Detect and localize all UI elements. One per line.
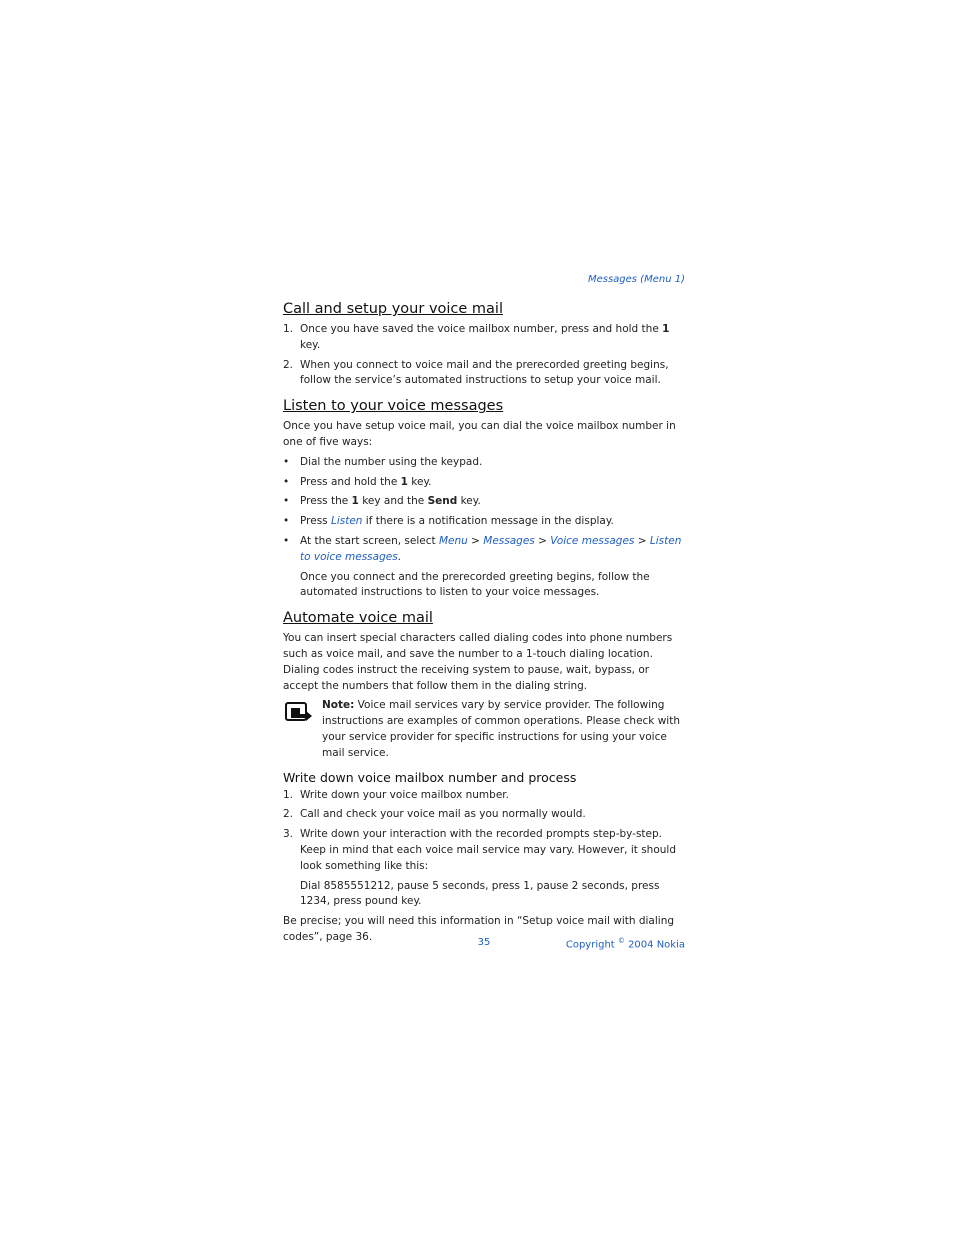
list-item: • Press and hold the 1 key. (283, 475, 687, 491)
section-call-setup (283, 300, 687, 389)
list-item: • Press Listen if there is a notification message in the display. (283, 514, 687, 530)
list-item: • Press the 1 key and the Send key. (283, 494, 687, 510)
write-down-steps (283, 788, 687, 875)
list-item: • At the start screen, select Menu > Messages > Voice messages > Listen to voice messages. (283, 534, 682, 563)
section-automate (283, 609, 687, 761)
menu-link[interactable]: Menu (438, 534, 468, 547)
section-title-write-down: Write down voice mailbox number and process (283, 769, 577, 785)
running-head: Messages (Menu 1) (587, 274, 685, 285)
section-title-listen: Listen to your voice messages (283, 398, 504, 415)
copyright: Copyright © 2004 Nokia (565, 937, 685, 951)
bullet-icon: • (283, 534, 290, 547)
bullet-icon: • (283, 495, 290, 508)
step-number: 2. (283, 808, 294, 821)
page-number: 35 (477, 937, 491, 948)
call-setup-steps (283, 322, 687, 389)
note-box (283, 698, 687, 761)
note-hand-icon (285, 702, 313, 722)
copyright-symbol: © (617, 937, 625, 945)
listen-followup: Once you connect and the prerecorded greeting begins, follow the automated instructions to listen to your voice messages. (300, 570, 650, 599)
section-title-automate: Automate voice mail (283, 610, 433, 627)
page-content (283, 300, 687, 950)
list-item: • Dial the number using the keypad. (283, 455, 687, 471)
section-title-call-setup: Call and setup your voice mail (283, 301, 503, 317)
section-listen (283, 397, 687, 601)
automate-intro: You can insert special characters called dialing codes into phone numbers such as voice mail, and save the number to a 1-touch dialing location. Dialing codes instruct the receiving system to pause, wait, bypass, or accept the numbers that follow them in the dialing string. (283, 632, 673, 692)
step-number: 3. (283, 828, 294, 841)
closing-text: Be precise; you will need this information in “Setup voice mail with dialing codes”, page 36. (283, 915, 675, 943)
messages-link[interactable]: Messages (483, 534, 535, 547)
bullet-icon: • (283, 515, 290, 528)
list-item: 2. Call and check your voice mail as you normally would. (283, 807, 687, 823)
bullet-icon: • (283, 475, 290, 488)
listen-intro: Once you have setup voice mail, you can dial the voice mailbox number in one of five ways: (283, 420, 676, 448)
listen-ways-list (283, 455, 687, 566)
list-item: 2. When you connect to voice mail and the prerecorded greeting begins, follow the service’s automated instructions to setup your voice mail. (283, 358, 669, 387)
step-number: 1. (283, 788, 294, 801)
dialing-example: Dial 8585551212, pause 5 seconds, press 1, pause 2 seconds, press 1234, press pound key. (300, 879, 660, 908)
note-label: Note: (322, 699, 355, 712)
voice-messages-link[interactable]: Voice messages (550, 534, 635, 547)
list-item: 1. Once you have saved the voice mailbox number, press and hold the 1 key. (283, 323, 670, 351)
step-number: 2. (283, 358, 294, 371)
note-text: Voice mail services vary by service provider. The following instructions are examples of common operations. Please check with your service provider for specific instructions for using your voice mail service. (322, 699, 680, 759)
listen-to-voice-messages-link[interactable]: Listen to voice messages (300, 534, 682, 563)
step-number: 1. (283, 323, 294, 335)
bullet-icon: • (283, 455, 290, 468)
list-item: 1. Write down your voice mailbox number. (283, 788, 687, 804)
list-item: 3. Write down your interaction with the recorded prompts step-by-step. Keep in mind that each voice mail service may vary. However, it should look something like this: (283, 828, 676, 872)
section-write-down (283, 770, 687, 946)
listen-softkey-link[interactable]: Listen (330, 515, 363, 528)
